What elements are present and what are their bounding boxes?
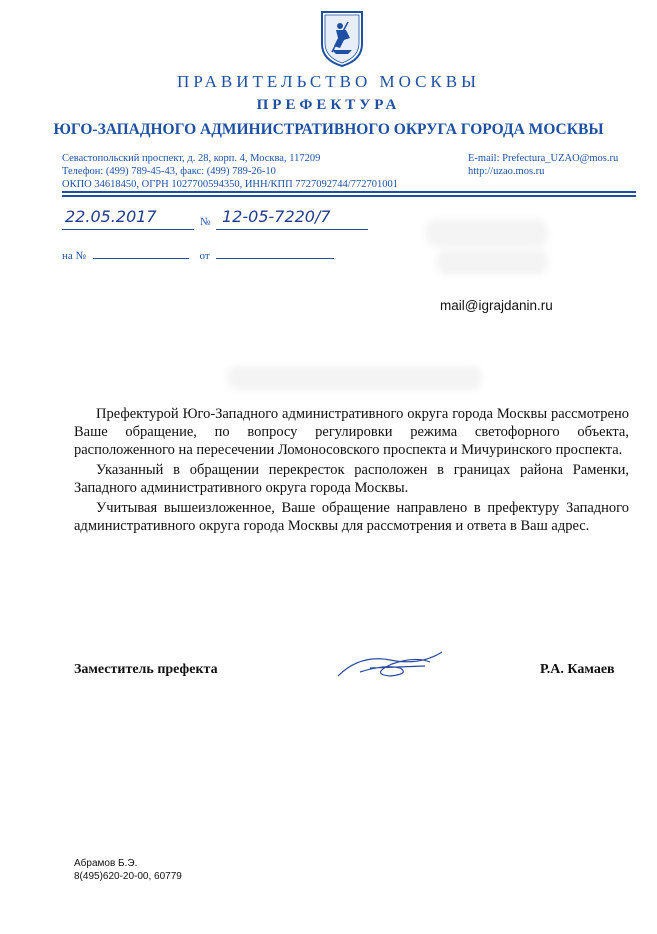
district-title: ЮГО-ЗАПАДНОГО АДМИНИСТРАТИВНОГО ОКРУГА ГОРОДА МОСКВЫ (53, 121, 604, 138)
government-title: ПРАВИТЕЛЬСТВО МОСКВЫ (177, 72, 480, 91)
codes-line: ОКПО 34618450, ОГРН 1027700594350, ИНН/КПП 7727092744/772701001 (62, 179, 398, 190)
body-paragraph: Префектурой Юго-Западного административного округа города Москвы рассмотрено Ваше обращение, по вопросу регулировки режима светофорного объекта, расположенного на пересечении Ломоносовского проспекта и Мичуринского проспекта. (74, 406, 629, 458)
reference-number-blank (93, 258, 189, 259)
registration-number: 12-05-7220/7 (222, 207, 331, 226)
contact-details (62, 152, 462, 191)
redacted-recipient-name (432, 225, 542, 241)
registration-number-label: № (200, 216, 211, 228)
letter-body (74, 405, 629, 537)
online-contacts (468, 152, 648, 178)
date-underline (62, 229, 194, 230)
number-underline (216, 229, 368, 230)
reference-number-label: на № (62, 250, 87, 262)
redacted-salutation (233, 372, 476, 384)
address-line: Севастопольский проспект, д. 28, корп. 4, Москва, 117209 (62, 153, 321, 164)
signatory-title: Заместитель префекта (74, 662, 218, 677)
moscow-coat-of-arms-icon (318, 8, 366, 68)
executor-phone: 8(495)620-20-00, 60779 (74, 871, 182, 882)
registration-date: 22.05.2017 (65, 207, 157, 226)
reference-line (62, 250, 334, 262)
executor-info (74, 857, 182, 883)
phone-line: Телефон: (499) 789-45-43, факс: (499) 789-26-10 (62, 166, 276, 177)
website-line: http://uzao.mos.ru (468, 166, 545, 177)
body-paragraph: Указанный в обращении перекресток расположен в границах района Раменки, Западного административного округа города Москвы. (74, 462, 629, 496)
recipient-email: mail@igrajdanin.ru (440, 298, 553, 313)
body-paragraph: Учитывая вышеизложенное, Ваше обращение направлено в префектуру Западного административного округа города Москвы для рассмотрения и ответа в Ваш адрес. (74, 500, 629, 534)
header-divider-secondary (62, 195, 636, 197)
reference-date-label: от (199, 250, 210, 262)
executor-name: Абрамов Б.Э. (74, 858, 138, 869)
header-divider (62, 191, 636, 193)
reference-date-blank (216, 258, 334, 259)
email-line: E-mail: Prefectura_UZAO@mos.ru (468, 153, 619, 164)
redacted-recipient-address (442, 255, 542, 269)
prefecture-title: ПРЕФЕКТУРА (256, 97, 401, 113)
signatory-name: Р.А. Камаев (540, 662, 615, 677)
handwritten-signature (330, 644, 450, 684)
